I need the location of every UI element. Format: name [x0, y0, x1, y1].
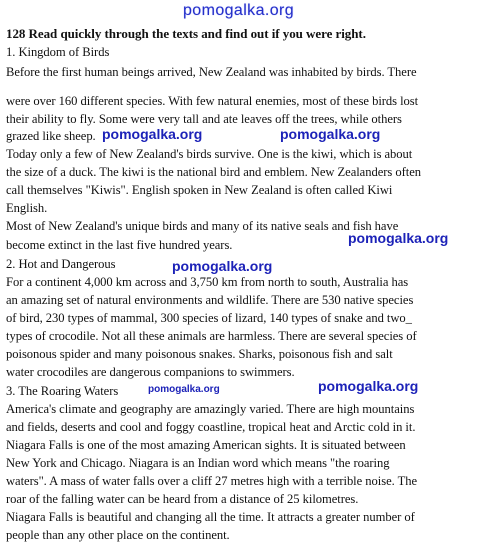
text-line: the size of a duck. The kiwi is the national bird and emblem. New Zealanders often	[6, 165, 421, 179]
text-line: Today only a few of New Zealand's birds survive. One is the kiwi, which is about	[6, 147, 413, 161]
text-line: types of crocodile. Not all these animals are harmless. There are several species of	[6, 329, 417, 343]
text-line: Most of New Zealand's unique birds and many of its native seals and fish have	[6, 219, 399, 233]
text-line: waters". A mass of water falls over a cliff 27 metres high with a terrible noise. The	[6, 474, 418, 488]
watermark: pomogalka.org	[172, 258, 273, 274]
text-line: Before the first human beings arrived, New Zealand was inhabited by birds. There	[6, 65, 417, 79]
watermark: pomogalka.org	[148, 384, 220, 395]
text-line: were over 160 different species. With few natural enemies, most of these birds lost	[6, 94, 419, 108]
text-line: of bird, 230 types of mammal, 300 species of lizard, 140 types of snake and two_	[6, 311, 412, 325]
text-line: English.	[6, 201, 48, 215]
text-line: roar of the falling water can be heard from a distance of 25 kilometres.	[6, 492, 359, 506]
text-line: Niagara Falls is beautiful and changing all the time. It attracts a greater number of	[6, 510, 415, 524]
section-heading-kingdom-of-birds: 1. Kingdom of Birds	[6, 45, 110, 59]
text-line: America's climate and geography are amazingly varied. There are high mountains	[6, 402, 415, 416]
section-heading-the-roaring-waters: 3. The Roaring Waters	[6, 384, 119, 398]
watermark: pomogalka.org	[102, 126, 203, 142]
watermark: pomogalka.org	[318, 378, 419, 394]
text-line: poisonous spider and many poisonous snakes. Sharks, poisonous fish and salt	[6, 347, 393, 361]
text-line: call themselves "Kiwis". English spoken in New Zealand is often called Kiwi	[6, 183, 393, 197]
task-heading: 128 Read quickly through the texts and find out if you were right.	[6, 26, 366, 41]
watermark: pomogalka.org	[280, 126, 381, 142]
section-heading-hot-and-dangerous: 2. Hot and Dangerous	[6, 257, 116, 271]
watermark: pomogalka.org	[348, 230, 449, 246]
text-line: become extinct in the last five hundred years.	[6, 238, 233, 252]
text-line: their ability to fly. Some were very tall and ate leaves off the trees, while others	[6, 112, 402, 126]
text-line: and fields, deserts and cool and foggy coastline, tropical heat and Arctic cold in it.	[6, 420, 416, 434]
text-line: people than any other place on the continent.	[6, 528, 230, 542]
text-line: For a continent 4,000 km across and 3,750 km from north to south, Australia has	[6, 275, 409, 289]
text-line: New York and Chicago. Niagara is an Indian word which means "the roaring	[6, 456, 390, 470]
watermark-top: pomogalka.org	[183, 2, 295, 19]
text-line: an amazing set of natural environments and wildlife. There are 530 native species	[6, 293, 414, 307]
text-line: grazed like sheep.	[6, 129, 96, 143]
text-line: Niagara Falls is one of the most amazing American sights. It is situated between	[6, 438, 406, 452]
text-line: water crocodiles are dangerous companions to swimmers.	[6, 365, 295, 379]
